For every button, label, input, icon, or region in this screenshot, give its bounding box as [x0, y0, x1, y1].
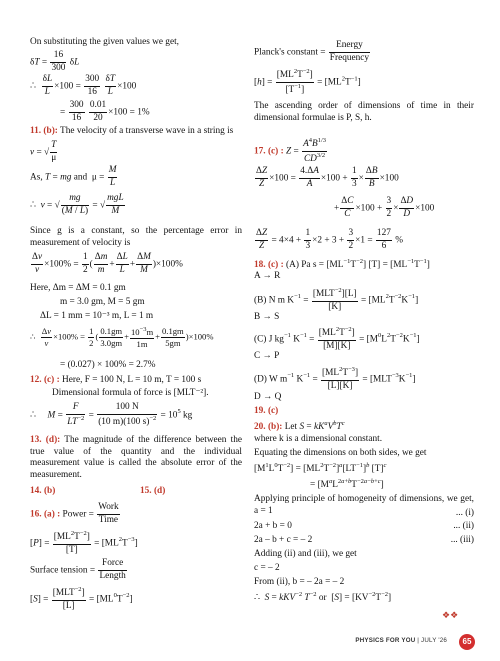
q13-text: The magnitude of the difference between the true value of the quantity and the individual measurement value is called the absolute error of the measurement.: [30, 435, 242, 480]
footer-text: PHYSICS FOR YOU | JULY '26: [355, 637, 447, 644]
q18-B: (B) N m $K^{-1}$ = $[MLT^{-2}][L]$ [K] = $[ML^2T^{-2}K^{-1}]$: [254, 287, 419, 312]
q16-heading: 16. (a) :: [30, 509, 61, 520]
q20-line2: 2a + b = 0: [254, 521, 292, 531]
q20-k: where k is a dimensional constant.: [254, 434, 383, 444]
issue-date: JULY '26: [421, 637, 447, 644]
q16-P: [P] = $\frac{[ML^2T^{-2}]}{[T]}$ = $[ML^2T^{-3}]$: [30, 530, 138, 555]
q20-dim2: = $[M^aL^{2a+b}T^{-2a-b+c}]$: [310, 478, 384, 491]
q16-power: 16. (a) : Power = Work Time: [30, 502, 119, 525]
q11-error: $\frac{\Delta v}{v}$ ×100% = $\frac{1}{2}$ ( $\frac{\Delta m}{m}$ + $\frac{\Delta L}{L}$ + $\frac{\Delta M}{M}$ )×100%: [32, 252, 183, 275]
q17-eq1: $\frac{\Delta Z}{Z}$ ×100 = $\frac{4.\Delta A}{A}$ ×100 + $\frac{1}{3}$ × $\frac{\Delta B}{B}$ ×100: [256, 166, 399, 189]
q20-let: 20. (b): Let $S = kK^aV^bT^c$: [254, 420, 345, 433]
q18-CP: C → P: [254, 351, 280, 361]
q20-from: From (ii), b = – 2a = – 2: [254, 577, 345, 587]
q20-apply: Applying principle of homogeneity of dimensions, we get, a = 1: [254, 494, 474, 516]
page-footer: [300, 634, 475, 650]
eq-deltaL: ∴ $\frac{\delta L}{L}$ ×100 = $\frac{300}{16}$ $\frac{\delta T}{L}$ ×100: [30, 74, 137, 97]
magazine-name: PHYSICS FOR YOU: [355, 637, 416, 644]
q13-block: [30, 435, 242, 481]
q20-line3: 2a – b + c = – 2: [254, 535, 313, 545]
q20-adding: Adding (ii) and (iii), we get: [254, 549, 357, 559]
q13-heading: 13. (d):: [30, 435, 61, 445]
q17-eq3: $\frac{\Delta Z}{Z}$ = 4×4 + $\frac{1}{3}$ ×2 + 3 + $\frac{3}{2}$ ×1 = $\frac{127}{6}$ %: [256, 228, 403, 251]
q20-tag-iii: ... (iii): [450, 535, 474, 545]
q12-dim: Dimensional formula of force is [MLT⁻²].: [52, 388, 209, 398]
q12-text: Here, F = 100 N, L = 10 m, T = 100 s: [62, 375, 202, 385]
q11-m: m = 3.0 gm, M = 5 gm: [60, 297, 145, 307]
q18-DQ: D → Q: [254, 392, 282, 402]
page-number: 65: [459, 634, 475, 650]
q20-S: ∴ S = kKV$^{-2}$ $T^{-2}$ or $[S] = [KV^{-2}T^{-2}]$: [254, 591, 392, 604]
q18-D: (D) W $m^{-1}$ $K^{-1}$ = $\frac{[ML^2T^{-3}]}{[L][K]}$ = $[MLT^{-3}K^{-1}]$: [254, 366, 416, 391]
q11-calc: ∴ $\frac{\Delta v}{v}$ ×100% = $\frac{1}{2}$ ( $\frac{0.1gm}{3.0gm}$ + $\frac{10^{-3}m}{1m}$ + $\frac{0.1gm}{5gm}$ )×100%: [30, 326, 214, 349]
q18-A: 18. (c) : (A) Pa $s = [ML^{-1}T^{-2}] [T] = [ML^{-1}T^{-1}]$: [254, 258, 430, 271]
q11-as: As, T = mg and μ = $\frac{M}{L}$: [30, 165, 117, 188]
q18-AR: A → R: [254, 271, 281, 281]
q11-since: Since g is a constant, so the percentage error in measurement of velocity is: [30, 226, 242, 248]
planck-constant: Planck's constant = Energy Frequency: [254, 40, 370, 63]
q19-answer: 19. (c): [254, 406, 279, 416]
ascending-order: The ascending order of dimensions of time in their dimensional formulae is P, S, h.: [254, 101, 474, 123]
eq-percent: = $\frac{300}{16}$ $\frac{0.01}{20}$ ×100 = 1%: [60, 100, 150, 123]
q11-velocity2: ∴ v = √ $\frac{mg}{(M / L)}$ = √ mgL M: [30, 193, 124, 216]
q20-c: c = – 2: [254, 563, 280, 573]
q11-result: = (0.027) × 100% = 2.7%: [60, 360, 156, 370]
q11-here: Here, Δm = ΔM = 0.1 gm: [30, 283, 126, 293]
q18-heading: 18. (c) :: [254, 260, 284, 271]
eq-deltaT: δT = $\frac{16}{300}$ δL: [30, 50, 80, 73]
q17-Z: 17. (c) : Z = $\frac{A^4B^{1/3}}{CD^{3/2}}$: [254, 137, 327, 164]
q20-tag-i: ... (i): [455, 508, 474, 518]
q12-heading: 12. (c) :: [30, 375, 60, 385]
planck-dim: [h] = $\frac{[ML^2T^{-2}]}{[T^{-1}]}$ = $[ML^2T^{-1}]$: [254, 68, 361, 95]
q11-line: [30, 126, 233, 138]
q15-answer: 15. (d): [140, 486, 166, 496]
q16-S: [S] = $[MLT^{-2}]$ [L] = $[ML^0T^{-2}]$: [30, 586, 133, 611]
q12-mass: ∴ M = $\frac{F}{LT^{-2}}$ = $\frac{100 N}{(10 m)(100 s)^{-2}}$ = $10^5$ kg: [30, 402, 193, 427]
q14-answer: 14. (b): [30, 486, 56, 496]
q12-line: [30, 375, 201, 387]
q11-heading: 11. (b):: [30, 126, 58, 136]
q11-L: ΔL = 1 mm = 10⁻³ m, L = 1 m: [40, 311, 154, 321]
q11-text: The velocity of a transverse wave in a string is: [60, 126, 234, 136]
q18-C: (C) J $kg^{-1}$ $K^{-1}$ = $\frac{[ML^2T^{-2}]}{[M][K]}$ = $[M^0L^2T^{-2}K^{-1}]$: [254, 326, 420, 351]
q16-surface-tension: Surface tension = Force Length: [30, 558, 126, 581]
q20-heading: 20. (b):: [254, 422, 283, 433]
q20-tag-ii: ... (ii): [453, 521, 474, 531]
q17-heading: 17. (c) :: [254, 146, 284, 157]
q20-dim1: $[M^1L^0T^{-2}] = [ML^2T^{-2}]^a[LT^{-1}]^b$ $[T]^c$: [254, 462, 387, 475]
q11-velocity: v = √ $\frac{T}{\mu}$: [30, 140, 57, 163]
intro-text: On substituting the given values we get,: [30, 37, 179, 47]
q20-equating: Equating the dimensions on both sides, we get: [254, 448, 427, 458]
ornament-icon: ❖❖: [442, 610, 459, 620]
q17-eq2: + $\frac{\Delta C}{C}$ ×100 + $\frac{3}{2}$ × $\frac{\Delta D}{D}$ ×100: [334, 196, 435, 219]
q18-BS: B → S: [254, 312, 280, 322]
